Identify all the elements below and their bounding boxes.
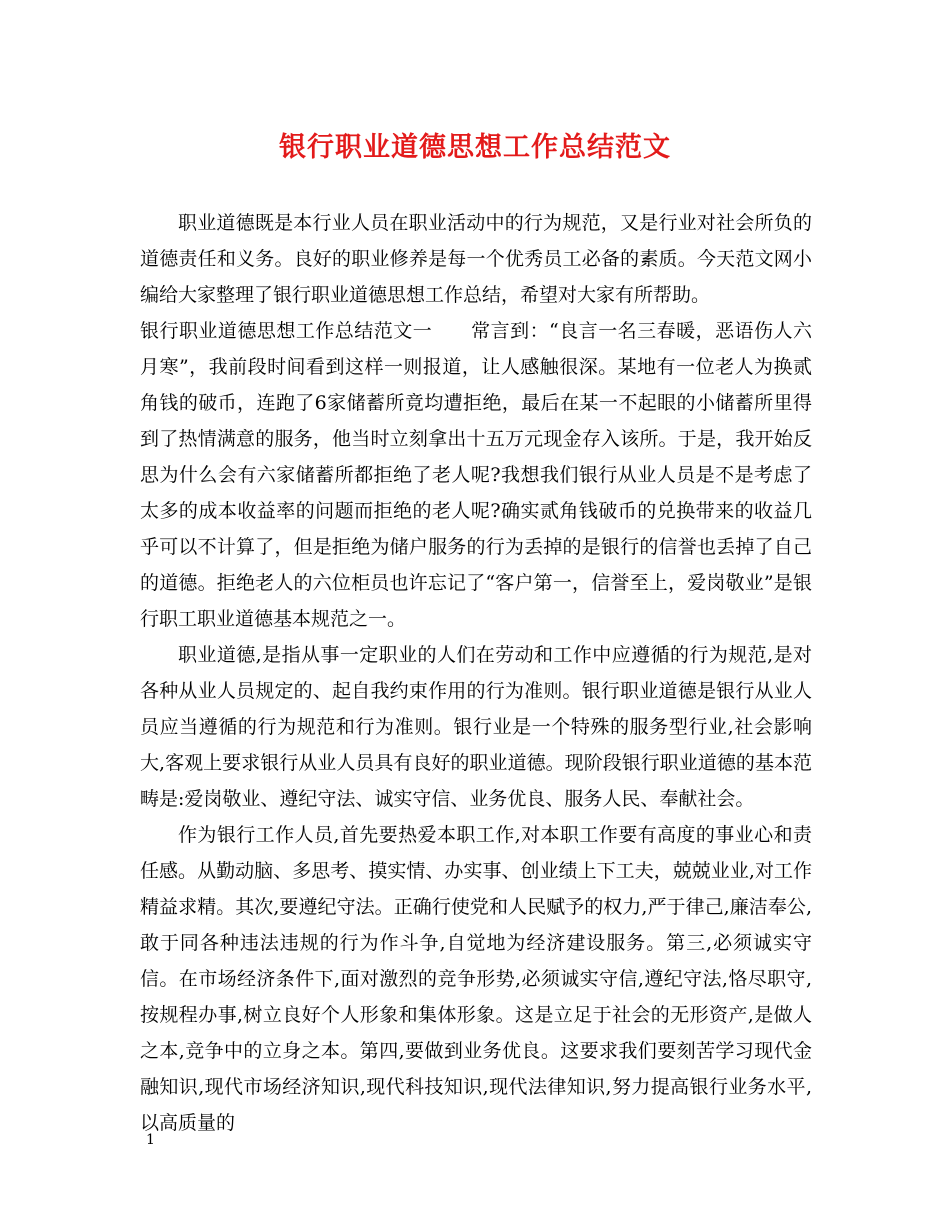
page-number: 1 bbox=[146, 1132, 155, 1148]
document-title: 银行职业道德思想工作总结范文 bbox=[279, 132, 671, 163]
document-body bbox=[140, 205, 812, 1141]
sample-one-paragraph: 银行职业道德思想工作总结范文一 常言到：“良言一名三春暖，恶语伤人六月寒”，我前段时间看到这样一则报道，让人感触很深。某地有一位老人为换贰角钱的破币，连跑了6家储蓄所竟均遭拒绝，最后在某一不起眼的小储蓄所里得到了热情满意的服务，他当时立刻拿出十五万元现金存入该所。于是，我开始反思为什么会有六家储蓄所都拒绝了老人呢?我想我们银行从业人员是不是考虑了太多的成本收益率的问题而拒绝的老人呢?确实贰角钱破币的兑换带来的收益几乎可以不计算了，但是拒绝为储户服务的行为丢掉的是银行的信誉也丢掉了自己的道德。拒绝老人的六位柜员也许忘记了“客户第一，信誉至上，爱岗敬业”是银行职工职业道德基本规范之一。 bbox=[140, 320, 812, 630]
intro-paragraph: 职业道德既是本行业人员在职业活动中的行为规范，又是行业对社会所负的道德责任和义务。良好的职业修养是每一个优秀员工必备的素质。今天范文网小编给大家整理了银行职业道德思想工作总结，希望对大家有所帮助。 bbox=[140, 212, 812, 306]
duties-paragraph: 作为银行工作人员,首先要热爱本职工作,对本职工作要有高度的事业心和责任感。从勤动脑、多思考、摸实情、办实事、创业绩上下工夫，兢兢业业,对工作精益求精。其次,要遵纪守法。正确行使党和人民赋予的权力,严于律己,廉洁奉公,敢于同各种违法违规的行为作斗争,自觉地为经济建设服务。第三,必须诚实守信。在市场经济条件下,面对激烈的竞争形势,必须诚实守信,遵纪守法,恪尽职守,按规程办事,树立良好个人形象和集体形象。这是立足于社会的无形资产,是做人之本,竞争中的立身之本。第四,要做到业务优良。这要求我们要刻苦学习现代金融知识,现代市场经济知识,现代科技知识,现代法律知识,努力提高银行业务水平,以高质量的 bbox=[140, 824, 812, 1134]
definition-paragraph: 职业道德,是指从事一定职业的人们在劳动和工作中应遵循的行为规范,是对各种从业人员规定的、起自我约束作用的行为准则。银行职业道德是银行从业人员应当遵循的行为规范和行为准则。银行业是一个特殊的服务型行业,社会影响大,客观上要求银行从业人员具有良好的职业道德。现阶段银行职业道德的基本范畴是:爱岗敬业、遵纪守法、诚实守信、业务优良、服务人民、奉献社会。 bbox=[140, 644, 812, 810]
